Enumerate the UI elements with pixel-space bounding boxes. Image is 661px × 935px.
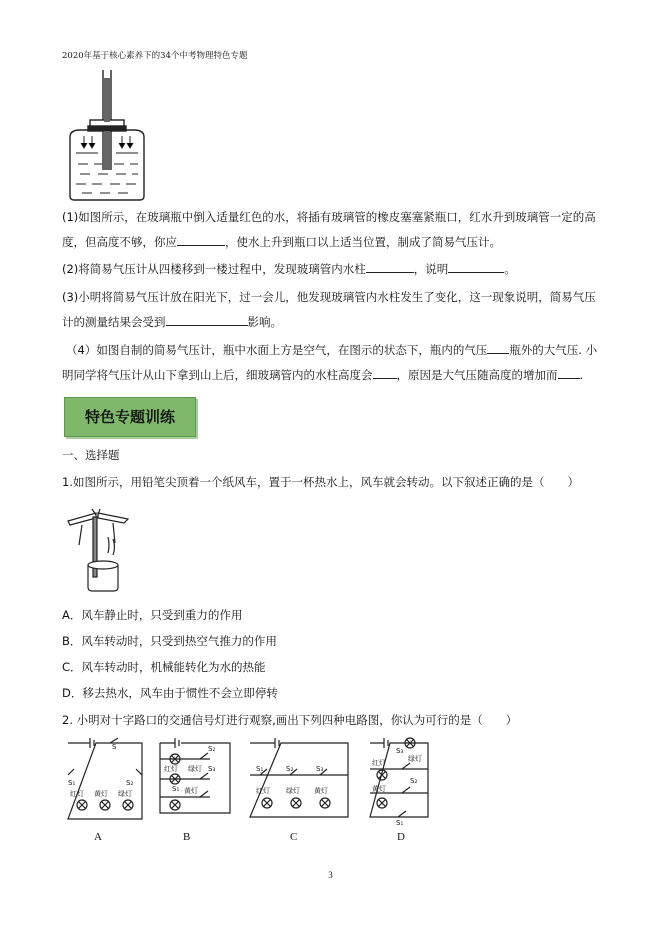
circuit-label-c[interactable]: C xyxy=(290,831,298,843)
switch-label: S₁ xyxy=(172,785,180,793)
lamp-label: 红灯 xyxy=(256,787,270,795)
page-header: 2020年基于核心素养下的34个中考物理特色专题 xyxy=(62,51,248,61)
circuit-label-a[interactable]: A xyxy=(94,831,102,843)
switch-label: S₂ xyxy=(126,779,134,787)
p3-line2: 计的测量结果会受到 影响。 xyxy=(62,315,282,329)
answer-blank[interactable] xyxy=(373,366,397,379)
circuit-d xyxy=(362,735,442,825)
question-2-stem: 2. 小明对十字路口的交通信号灯进行观察,画出下列四种电路图，你认为可行的是（ ） xyxy=(62,713,518,727)
question-paragraph-4 xyxy=(62,338,614,388)
switch-label: S₃ xyxy=(208,765,216,773)
option-c[interactable]: C．风车转动时，机械能转化为水的热能 xyxy=(62,660,266,674)
question-paragraph-3 xyxy=(62,285,610,335)
switch-label: S₁ xyxy=(68,779,76,787)
lamp-label: 红灯 xyxy=(70,790,84,798)
page-number: 3 xyxy=(328,870,333,880)
switch-label: S₁ xyxy=(396,819,404,825)
switch-label: S₃ xyxy=(396,747,404,755)
question-1-stem: 1.如图所示，用铅笔尖顶着一个纸风车，置于一杯热水上，风车就会转动。以下叙述正确的是（ ） xyxy=(62,475,579,489)
option-a[interactable]: A．风车静止时，只受到重力的作用 xyxy=(62,608,243,622)
circuit-label-d[interactable]: D xyxy=(397,831,405,843)
lamp-label: 红灯 xyxy=(164,765,178,773)
circuit-label-b[interactable]: B xyxy=(183,831,191,843)
answer-blank[interactable] xyxy=(166,313,248,326)
switch-label: S₁ xyxy=(256,765,264,773)
circuits-abc xyxy=(60,735,360,825)
lamp-label: 黄灯 xyxy=(94,790,108,798)
lamp-label: 绿灯 xyxy=(408,755,422,763)
switch-label: S xyxy=(112,743,117,751)
p1-line2: 度，但高度不够，你应 ，使水上升到瓶口以上适当位置，制成了简易气压计。 xyxy=(62,235,501,249)
lamp-label: 红灯 xyxy=(372,759,386,767)
lamp-label: 黄灯 xyxy=(372,785,386,793)
answer-blank[interactable] xyxy=(177,233,225,246)
question-paragraph-2: (2)将简易气压计从四楼移到一楼过程中，发现玻璃管内水柱 ，说明 。 xyxy=(62,262,516,276)
windmill-figure xyxy=(62,505,142,595)
p4-line2: 明同学将气压计从山下拿到山上后，细玻璃管内的水柱高度会 ，原因是大气压随高度的增加而 . xyxy=(62,368,584,382)
lamp-label: 绿灯 xyxy=(188,765,202,773)
switch-label: S₂ xyxy=(208,745,216,753)
answer-blank[interactable] xyxy=(448,260,504,273)
section-banner: 特色专题训练 xyxy=(64,397,196,437)
option-b[interactable]: B．风车转动时，只受到热空气推力的作用 xyxy=(62,634,277,648)
p3-line1: (3)小明将简易气压计放在阳光下，过一会儿，他发现玻璃管内水柱发生了变化，这一现象说明，简易气压 xyxy=(62,290,596,304)
question-paragraph-1 xyxy=(62,205,610,255)
lamp-label: 黄灯 xyxy=(184,787,198,795)
barometer-figure xyxy=(62,70,162,205)
switch-label: S₂ xyxy=(410,777,418,785)
lamp-label: 绿灯 xyxy=(118,790,132,798)
answer-blank[interactable] xyxy=(487,341,509,354)
lamp-label: 黄灯 xyxy=(314,787,328,795)
p1-line1: (1)如图所示，在玻璃瓶中倒入适量红色的水，将插有玻璃管的橡皮塞塞紧瓶口，红水升到玻璃管一定的高 xyxy=(62,210,596,224)
option-d[interactable]: D．移去热水，风车由于惯性不会立即停转 xyxy=(62,686,278,700)
answer-blank[interactable] xyxy=(558,366,580,379)
lamp-label: 绿灯 xyxy=(286,787,300,795)
switch-label: S₃ xyxy=(316,765,324,773)
p4-line1: （4）如图自制的简易气压计，瓶中水面上方是空气，在图示的状态下，瓶内的气压 瓶外的大气压. 小 xyxy=(66,343,598,357)
switch-label: S₂ xyxy=(286,765,294,773)
answer-blank[interactable] xyxy=(366,260,414,273)
section-title: 一、选择题 xyxy=(62,448,120,462)
